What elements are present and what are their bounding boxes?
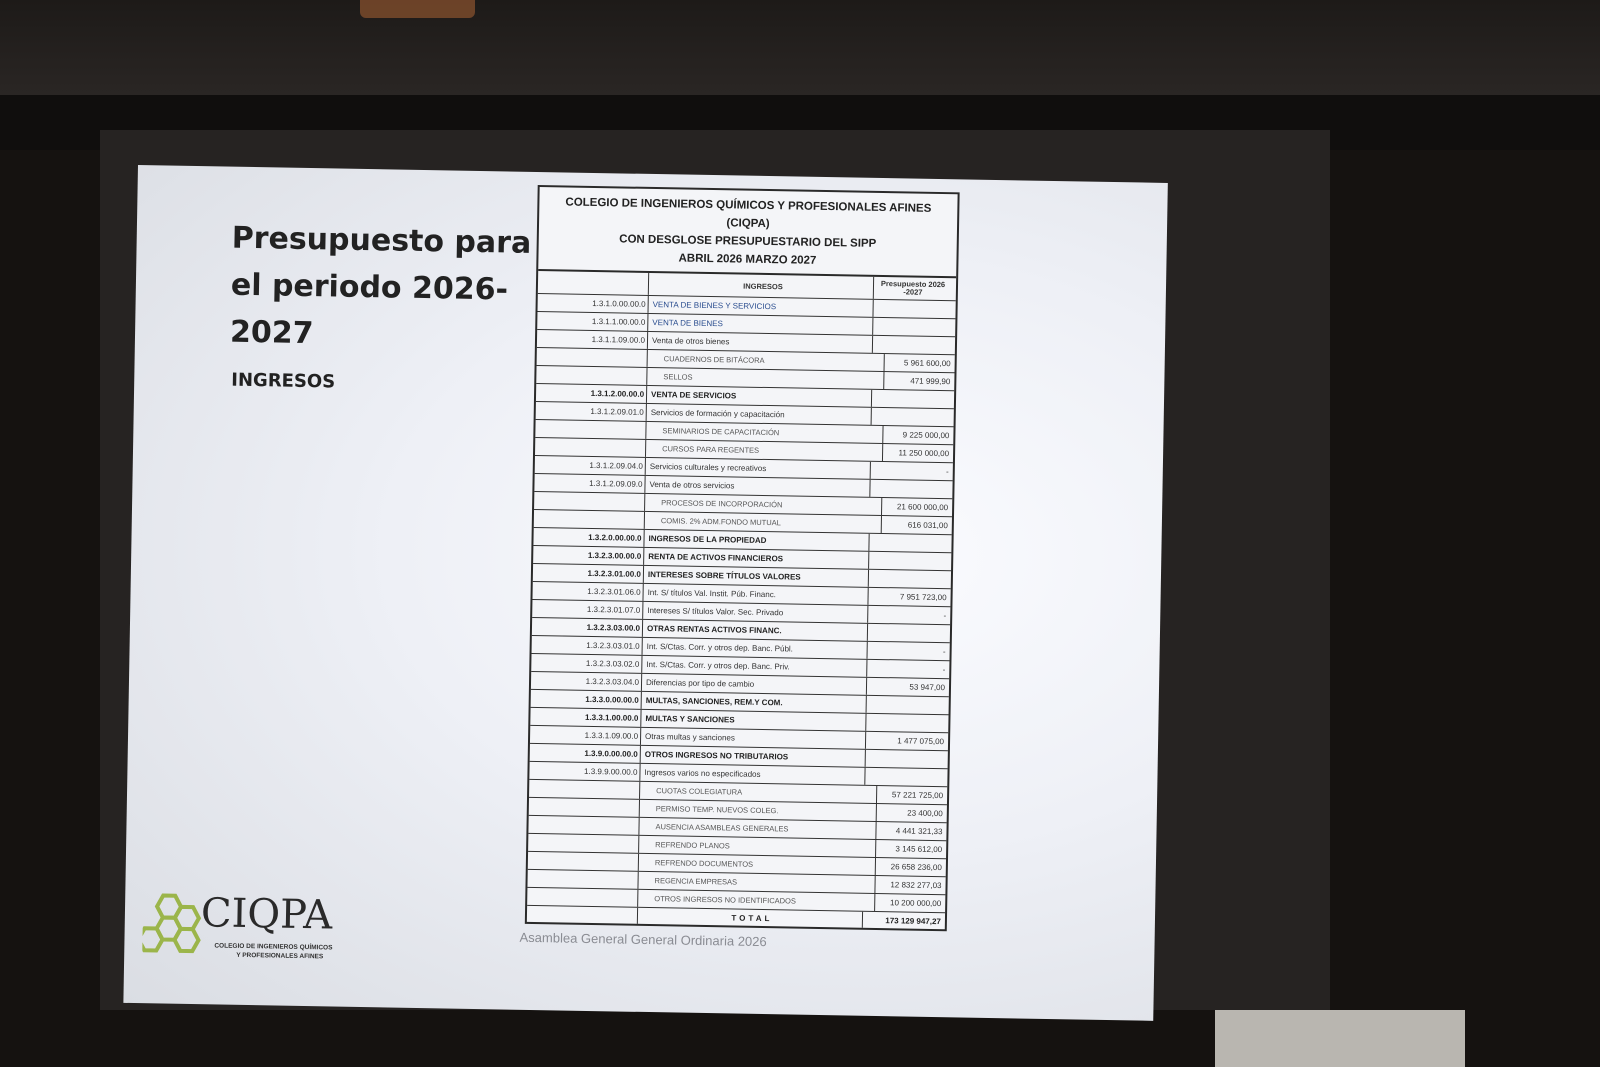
row-code-cell (528, 816, 639, 835)
row-code-cell (529, 798, 640, 817)
row-code-cell: 1.3.2.3.01.06.0 (532, 582, 643, 601)
slide-footer: Asamblea General General Ordinaria 2026 (519, 929, 767, 950)
row-value-cell: 7 951 723,00 (899, 592, 947, 603)
row-code-cell: 1.3.2.3.03.04.0 (531, 672, 642, 691)
row-description-cell: VENTA DE SERVICIOS (647, 386, 872, 407)
row-description-cell: Venta de otros servicios (645, 476, 870, 497)
row-value-cell: 471 999,90 (910, 376, 951, 387)
row-description-cell: OTRAS RENTAS ACTIVOS FINANC. (643, 620, 868, 641)
row-code-cell: 1.3.2.3.03.01.0 (532, 636, 643, 655)
row-code-cell: 1.3.2.3.00.00.0 (533, 546, 644, 565)
row-code-cell (528, 834, 639, 853)
row-code-cell (534, 510, 645, 529)
slide-subtitle: INGRESOS (231, 369, 336, 393)
ciqpa-logo (142, 887, 373, 971)
row-description-cell: Diferencias por tipo de cambio (642, 674, 867, 695)
row-value-cell: 616 031,00 (907, 520, 948, 531)
table-header-line: COLEGIO DE INGENIEROS QUÍMICOS Y PROFESIONALES AFINES (565, 196, 932, 215)
row-description-cell: CURSOS PARA REGENTES (646, 440, 883, 461)
row-code-cell (527, 888, 638, 907)
row-value-cell: 53 947,00 (909, 682, 946, 693)
slide-title: Presupuesto para el periodo 2026-2027 (229, 220, 532, 352)
row-description-cell: PROCESOS DE INCORPORACIÓN (645, 494, 882, 515)
row-code-cell: 1.3.1.0.00.00.0 (538, 294, 649, 313)
row-code-cell: 1.3.1.2.09.01.0 (536, 402, 647, 421)
row-code-cell: 1.3.1.2.00.00.0 (536, 384, 647, 403)
row-description-cell: REFRENDO DOCUMENTOS (639, 854, 876, 875)
row-code-cell (537, 348, 648, 367)
row-value-cell: - (946, 467, 949, 477)
row-description-cell: MULTAS Y SANCIONES (641, 710, 866, 731)
row-value-cell: 1 477 075,00 (897, 736, 945, 747)
row-value-cell: 9 225 000,00 (902, 430, 950, 441)
row-description-cell: Int. S/Ctas. Corr. y otros dep. Banc. Públ. (643, 638, 868, 659)
ceiling-light (360, 0, 475, 18)
logo-subtext: COLEGIO DE INGENIEROS QUÍMICOS (214, 942, 333, 952)
row-description-cell: PERMISO TEMP. NUEVOS COLEG. (640, 800, 877, 821)
logo-subtext: Y PROFESIONALES AFINES (236, 951, 324, 961)
row-code-cell (535, 438, 646, 457)
row-value-cell: 4 441 321,33 (895, 826, 943, 837)
row-description-cell: OTROS INGRESOS NO TRIBUTARIOS (641, 746, 866, 767)
row-description-cell: Otras multas y sanciones (641, 728, 866, 749)
row-value-cell: 10 200 000,00 (889, 898, 942, 909)
row-code-cell (535, 420, 646, 439)
row-description-cell: AUSENCIA ASAMBLEAS GENERALES (639, 818, 876, 839)
row-code-cell: 1.3.1.2.09.09.0 (534, 474, 645, 493)
row-description-cell: OTROS INGRESOS NO IDENTIFICADOS (638, 890, 875, 911)
row-value-cell (873, 336, 955, 354)
table-body (527, 294, 956, 913)
row-code-cell: 1.3.1.1.00.00.0 (537, 312, 648, 331)
row-value-cell (866, 714, 948, 732)
row-value-cell: 5 961 600,00 (903, 358, 951, 369)
row-value-cell: 26 658 236,00 (890, 862, 942, 873)
room-wall (0, 0, 1600, 95)
row-value-cell: 23 400,00 (907, 808, 943, 819)
row-description-cell: CUOTAS COLEGIATURA (640, 782, 877, 803)
row-description-cell: COMIS. 2% ADM.FONDO MUTUAL (645, 512, 882, 533)
row-code-cell (527, 870, 638, 889)
row-value-cell (867, 696, 949, 714)
row-value-cell (869, 552, 951, 570)
total-code-cell (527, 906, 638, 924)
row-description-cell: INGRESOS DE LA PROPIEDAD (644, 530, 869, 551)
row-description-cell: REFRENDO PLANOS (639, 836, 876, 857)
row-value-cell: - (942, 665, 946, 675)
row-description-cell: VENTA DE BIENES (648, 314, 873, 335)
row-code-cell: 1.3.2.3.01.00.0 (533, 564, 644, 583)
row-code-cell (528, 852, 639, 871)
row-description-cell: Servicios culturales y recreativos (646, 458, 871, 479)
row-code-cell: 1.3.9.0.00.00.0 (530, 744, 641, 763)
table-header-line: ABRIL 2026 MARZO 2027 (678, 252, 817, 267)
row-description-cell: REGENCIA EMPRESAS (638, 872, 875, 893)
total-label: TOTAL (638, 908, 863, 928)
row-code-cell: 1.3.2.3.03.02.0 (531, 654, 642, 673)
row-description-cell: Int. S/Ctas. Corr. y otros dep. Banc. Priv. (642, 656, 867, 677)
row-value-cell: - (943, 611, 947, 621)
row-code-cell: 1.3.3.0.00.00.0 (531, 690, 642, 709)
room-sign (1215, 1010, 1465, 1067)
column-header-code (538, 271, 649, 295)
total-value: 173 129 947,27 (885, 915, 942, 926)
row-description-cell: INTERESES SOBRE TÍTULOS VALORES (644, 566, 869, 587)
row-value-cell (873, 300, 955, 318)
row-value-cell (869, 570, 951, 588)
column-header-ingresos: INGRESOS (649, 273, 874, 299)
column-header-presupuesto: Presupuesto 2026 -2027 (880, 278, 946, 297)
row-description-cell: Venta de otros bienes (648, 332, 873, 353)
row-code-cell: 1.3.2.3.01.07.0 (532, 600, 643, 619)
row-value-cell: 57 221 725,00 (891, 790, 944, 801)
row-value-cell: 21 600 000,00 (896, 502, 949, 513)
row-value-cell (866, 750, 948, 768)
table-header (538, 187, 957, 278)
row-value-cell (870, 480, 952, 498)
row-value-cell (869, 534, 951, 552)
row-description-cell: RENTA DE ACTIVOS FINANCIEROS (644, 548, 869, 569)
row-code-cell (534, 492, 645, 511)
row-value-cell (872, 390, 954, 408)
row-description-cell: Ingresos varios no especificados (640, 764, 865, 785)
row-code-cell: 1.3.1.1.09.00.0 (537, 330, 648, 349)
table-header-line: CON DESGLOSE PRESUPUESTARIO DEL SIPP (619, 233, 877, 250)
projected-slide (123, 165, 1167, 1021)
row-description-cell: SEMINARIOS DE CAPACITACIÓN (646, 422, 883, 443)
row-code-cell: 1.3.2.0.00.00.0 (533, 528, 644, 547)
row-description-cell: SELLOS (647, 368, 884, 389)
logo-wordmark: CIQPA (200, 890, 333, 939)
row-code-cell: 1.3.2.3.03.00.0 (532, 618, 643, 637)
row-value-cell (865, 768, 947, 786)
budget-table (525, 185, 960, 931)
row-code-cell: 1.3.9.9.00.00.0 (529, 762, 640, 781)
row-description-cell: VENTA DE BIENES Y SERVICIOS (648, 296, 873, 317)
row-code-cell (536, 366, 647, 385)
row-code-cell: 1.3.3.1.00.00.0 (530, 708, 641, 727)
row-description-cell: MULTAS, SANCIONES, REM.Y COM. (642, 692, 867, 713)
row-description-cell: Int. S/ títulos Val. Instit. Púb. Financ. (643, 584, 868, 605)
row-value-cell: 11 250 000,00 (898, 448, 950, 459)
row-value-cell (872, 408, 954, 426)
row-value-cell: 12 832 277,03 (890, 880, 942, 891)
row-code-cell: 1.3.3.1.09.00.0 (530, 726, 641, 745)
row-description-cell: CUADERNOS DE BITÁCORA (648, 350, 885, 371)
row-value-cell (868, 624, 950, 642)
row-value-cell (873, 318, 955, 336)
row-description-cell: Servicios de formación y capacitación (647, 404, 872, 425)
row-description-cell: Intereses S/ títulos Valor. Sec. Privado (643, 602, 868, 623)
row-value-cell: 3 145 612,00 (895, 844, 943, 855)
row-code-cell (529, 780, 640, 799)
table-header-line: (CIQPA) (726, 217, 770, 231)
row-value-cell: - (942, 647, 946, 657)
row-code-cell: 1.3.1.2.09.04.0 (535, 456, 646, 475)
